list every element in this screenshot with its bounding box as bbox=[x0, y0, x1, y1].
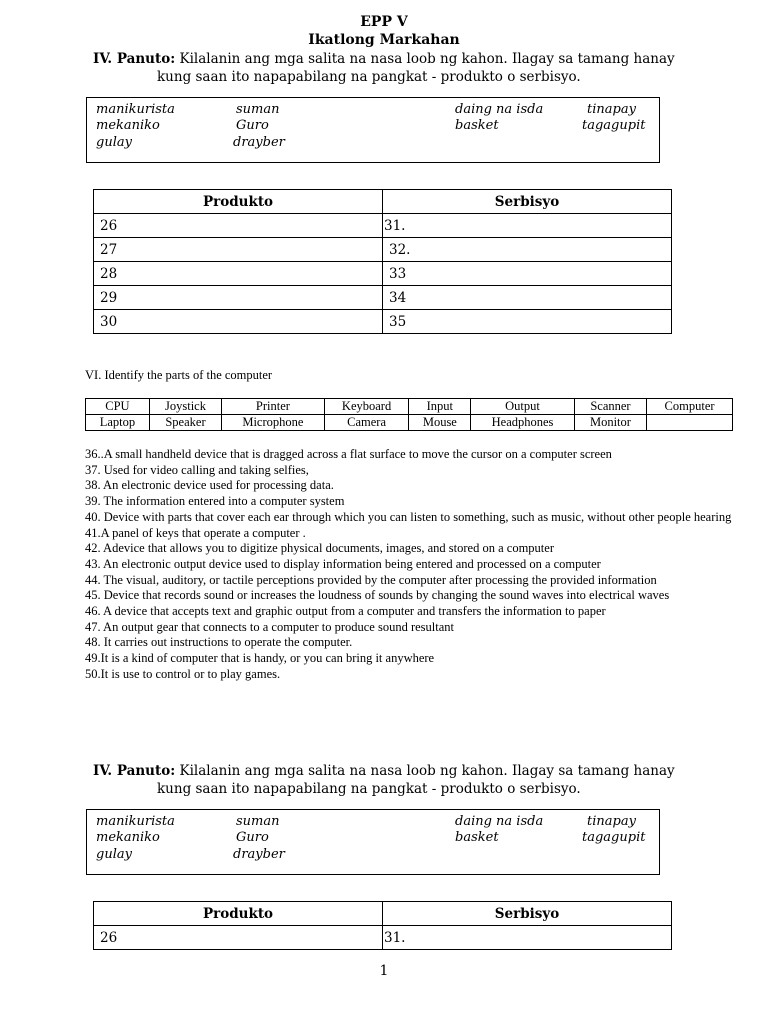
parts-cell: Computer bbox=[647, 399, 733, 415]
instructions-line1 bbox=[93, 50, 675, 68]
question-item: 46. A device that accepts text and graphic output from a computer and transfers the information to paper bbox=[85, 604, 606, 619]
instructions-repeat-line1 bbox=[93, 762, 675, 780]
section-vi-title: VI. Identify the parts of the computer bbox=[85, 368, 273, 382]
parts-cell bbox=[647, 415, 733, 431]
instructions-line2: kung saan ito napapabilang na pangkat - produkto o serbisyo. bbox=[157, 69, 581, 85]
word-box bbox=[86, 97, 660, 163]
answer-cell[interactable]: 32. bbox=[383, 238, 672, 262]
parts-cell: Speaker bbox=[149, 415, 221, 431]
answer-cell[interactable]: 31. bbox=[383, 214, 672, 238]
word-item: mekaniko bbox=[96, 118, 160, 133]
instructions-repeat-line2: kung saan ito napapabilang na pangkat - produkto o serbisyo. bbox=[157, 781, 581, 797]
parts-cell: Joystick bbox=[149, 399, 221, 415]
table-row bbox=[94, 286, 672, 310]
question-item: 50.It is use to control or to play games. bbox=[85, 666, 281, 681]
question-item: 43. An electronic output device used to display information being entered and processed on a computer bbox=[85, 556, 601, 571]
question-item: 41.A panel of keys that operate a computer . bbox=[85, 525, 306, 540]
answer-cell[interactable]: 31. bbox=[383, 926, 672, 950]
question-item: 38. An electronic device used for processing data. bbox=[85, 478, 334, 493]
column-header-produkto: Produkto bbox=[94, 902, 383, 926]
question-item: 47. An output gear that connects to a computer to produce sound resultant bbox=[85, 619, 455, 634]
table-row bbox=[94, 262, 672, 286]
word-item: basket bbox=[455, 118, 499, 133]
table-row bbox=[86, 415, 733, 431]
parts-cell: Scanner bbox=[574, 399, 646, 415]
table-row bbox=[94, 926, 672, 950]
word-item: gulay bbox=[96, 847, 132, 862]
word-item: suman bbox=[236, 102, 280, 117]
word-item: tagagupit bbox=[582, 118, 646, 133]
answer-cell[interactable]: 30 bbox=[94, 310, 383, 334]
answer-cell[interactable]: 26 bbox=[94, 926, 383, 950]
question-item: 45. Device that records sound or increases the loudness of sounds by changing the sound waves into electrical waves bbox=[85, 588, 670, 603]
answer-cell[interactable]: 35 bbox=[383, 310, 672, 334]
parts-cell: Laptop bbox=[86, 415, 150, 431]
question-item: 49.It is a kind of computer that is handy, or you can bring it anywhere bbox=[85, 651, 435, 666]
parts-cell: CPU bbox=[86, 399, 150, 415]
word-item: Guro bbox=[236, 830, 269, 845]
answer-cell[interactable]: 26 bbox=[94, 214, 383, 238]
answer-cell[interactable]: 28 bbox=[94, 262, 383, 286]
word-item: daing na isda bbox=[455, 102, 544, 117]
question-item: 39. The information entered into a computer system bbox=[85, 494, 345, 509]
parts-cell: Mouse bbox=[409, 415, 471, 431]
word-item: manikurista bbox=[96, 102, 175, 117]
parts-cell: Camera bbox=[324, 415, 409, 431]
answer-cell[interactable]: 29 bbox=[94, 286, 383, 310]
column-header-produkto: Produkto bbox=[94, 190, 383, 214]
word-item: drayber bbox=[233, 847, 285, 862]
word-item: tinapay bbox=[587, 814, 636, 829]
question-item: 36..A small handheld device that is dragged across a flat surface to move the cursor on a computer screen bbox=[85, 447, 612, 461]
answer-cell[interactable]: 27 bbox=[94, 238, 383, 262]
question-item: 48. It carries out instructions to operate the computer. bbox=[85, 635, 353, 650]
table-row bbox=[94, 310, 672, 334]
table-row bbox=[86, 399, 733, 415]
word-item: basket bbox=[455, 830, 499, 845]
word-item: gulay bbox=[96, 135, 132, 150]
instructions-text1: Kilalanin ang mga salita na nasa loob ng kahon. Ilagay sa tamang hanay bbox=[179, 51, 675, 67]
produkto-serbisyo-table-repeat bbox=[93, 901, 672, 950]
question-item: 42. Adevice that allows you to digitize physical documents, images, and stored on a computer bbox=[85, 541, 554, 556]
parts-cell: Microphone bbox=[222, 415, 325, 431]
question-item: 44. The visual, auditory, or tactile perceptions provided by the computer after processing the provided information bbox=[85, 572, 657, 587]
column-header-serbisyo: Serbisyo bbox=[383, 190, 672, 214]
doc-subject: EPP V bbox=[360, 14, 408, 30]
answer-cell[interactable]: 34 bbox=[383, 286, 672, 310]
parts-cell: Input bbox=[409, 399, 471, 415]
word-item: manikurista bbox=[96, 814, 175, 829]
question-item: 40. Device with parts that cover each ear through which you can listen to something, such as music, without other people hearing bbox=[85, 509, 732, 524]
word-item: tagagupit bbox=[582, 830, 646, 845]
word-item: suman bbox=[236, 814, 280, 829]
page-number: 1 bbox=[379, 963, 389, 979]
table-row bbox=[94, 238, 672, 262]
word-item: Guro bbox=[236, 118, 269, 133]
computer-parts-table bbox=[85, 398, 733, 431]
question-item: 37. Used for video calling and taking selfies, bbox=[85, 462, 309, 477]
produkto-serbisyo-table bbox=[93, 189, 672, 334]
word-item: drayber bbox=[233, 135, 285, 150]
word-item: tinapay bbox=[587, 102, 636, 117]
word-item: daing na isda bbox=[455, 814, 544, 829]
column-header-serbisyo: Serbisyo bbox=[383, 902, 672, 926]
parts-cell: Output bbox=[471, 399, 575, 415]
parts-cell: Monitor bbox=[574, 415, 646, 431]
answer-cell[interactable]: 33 bbox=[383, 262, 672, 286]
question-list bbox=[85, 447, 735, 683]
word-item: mekaniko bbox=[96, 830, 160, 845]
parts-cell: Keyboard bbox=[324, 399, 409, 415]
table-row bbox=[94, 214, 672, 238]
word-box-repeat bbox=[86, 809, 660, 875]
doc-quarter: Ikatlong Markahan bbox=[308, 32, 460, 48]
instructions-repeat-text1: Kilalanin ang mga salita na nasa loob ng kahon. Ilagay sa tamang hanay bbox=[179, 763, 675, 779]
parts-cell: Headphones bbox=[471, 415, 575, 431]
instructions-label: IV. Panuto: bbox=[93, 51, 176, 67]
instructions-repeat-label: IV. Panuto: bbox=[93, 763, 176, 779]
parts-cell: Printer bbox=[222, 399, 325, 415]
